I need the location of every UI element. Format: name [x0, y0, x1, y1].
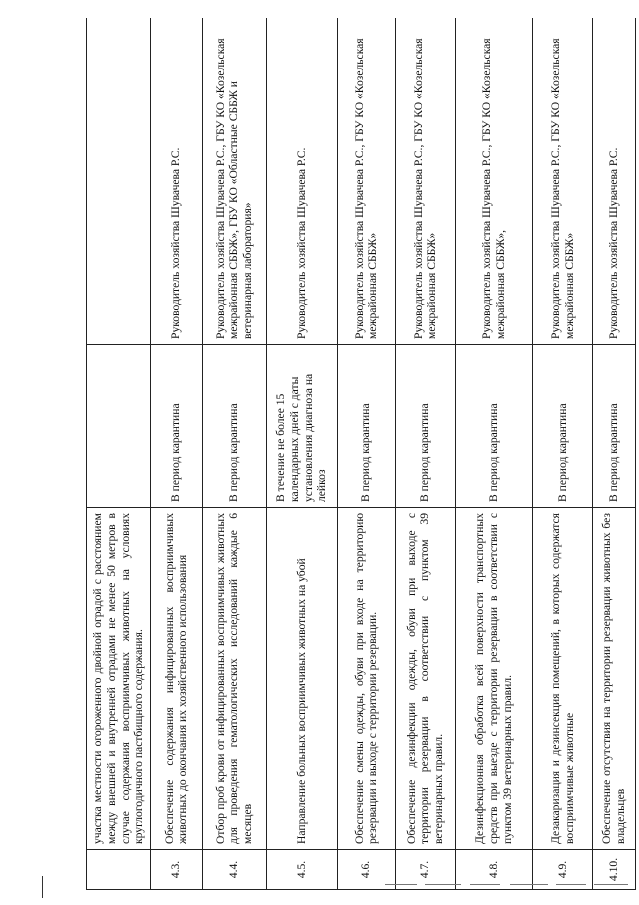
table-row: [593, 18, 636, 890]
row-responsible: Руководитель хозяйства Шувачева Р.С., ГБУ КО «Козельская межрайонная СББЖ»: [532, 18, 592, 345]
row-term: В течение не более 15 календарных дней с даты установления диагноза на лейкоз: [266, 345, 337, 508]
row-action: Обеспечение отсутствия на территории резервации животных без владельцев: [593, 508, 636, 850]
scan-dash: [510, 884, 548, 885]
row-action: Дезакаризация и дезинсекция помещений, в которых содержатся восприимчивые животные: [532, 508, 592, 850]
table-row: [337, 18, 395, 890]
rotated-table-container: [86, 18, 636, 890]
row-responsible: Руководитель хозяйства Шувачева Р.С.: [593, 18, 636, 345]
scan-dash: [425, 884, 461, 885]
row-term: В период карантина: [337, 345, 395, 508]
row-term: В период карантина: [202, 345, 266, 508]
scan-dash: [470, 884, 500, 885]
row-action: Обеспечение содержания инфицированных восприимчивых животных до окончания их хозяйственного использования: [151, 508, 203, 850]
row-responsible: Руководитель хозяйства Шувачева Р.С., ГБУ КО «Козельская межрайонная СББЖ»: [395, 18, 455, 345]
row-action: Отбор проб крови от инфицированных восприимчивых животных для проведения гематологических исследований каждые 6 месяцев: [202, 508, 266, 850]
rotated-table-viewport: [86, 18, 636, 890]
row-number: [87, 850, 151, 890]
row-term: [87, 345, 151, 508]
row-term: В период карантина: [455, 345, 532, 508]
row-action: участка местности огороженного двойной оградой с расстоянием между внешней и внутренней отрадами не менее 50 метров в случае содержания восприимчивых животных на условиях круглогодичного пастбищного содержания.: [87, 508, 151, 850]
scan-dash: [385, 884, 417, 885]
table-row: [395, 18, 455, 890]
row-responsible: Руководитель хозяйства Шувачева Р.С.: [151, 18, 203, 345]
margin-mark: [42, 876, 43, 898]
row-number: 4.9.: [532, 850, 592, 890]
row-responsible: [87, 18, 151, 345]
table-row: [202, 18, 266, 890]
scan-dash: [594, 884, 628, 885]
row-term: В период карантина: [532, 345, 592, 508]
row-responsible: Руководитель хозяйства Шувачева Р.С., ГБУ КО «Козельская межрайонная СББЖ»: [337, 18, 395, 345]
row-action: Обеспечение дезинфекции одежды, обуви при выходе с территории резервации в соответствии с пунктом 39 ветеринарных правил.: [395, 508, 455, 850]
row-number: 4.4.: [202, 850, 266, 890]
row-number: 4.5.: [266, 850, 337, 890]
table-row: [151, 18, 203, 890]
scan-dash: [556, 884, 586, 885]
row-responsible: Руководитель хозяйства Шувачева Р.С.: [266, 18, 337, 345]
row-term: В период карантина: [593, 345, 636, 508]
table-row: [455, 18, 532, 890]
table-row: [266, 18, 337, 890]
row-action: Дезинфекционная обработка всей поверхности транспортных средств при выезде с территории резервации в соответствии с пунктом 39 ветеринарных правил.: [455, 508, 532, 850]
row-number: 4.10.: [593, 850, 636, 890]
row-action: Обеспечение смены одежды, обуви при входе на территорию резервации и выходе с территории резервации.: [337, 508, 395, 850]
row-number: 4.6.: [337, 850, 395, 890]
row-action: Направление больных восприимчивых животных на убой: [266, 508, 337, 850]
row-number: 4.8.: [455, 850, 532, 890]
table-row: [87, 18, 151, 890]
table-row: [532, 18, 592, 890]
row-number: 4.7.: [395, 850, 455, 890]
row-responsible: Руководитель хозяйства Шувачева Р.С., ГБУ КО «Козельская межрайонная СББЖ», ГБУ КО «Областные СББЖ и ветеринарная лаборатория»: [202, 18, 266, 345]
row-number: 4.3.: [151, 850, 203, 890]
row-term: В период карантина: [151, 345, 203, 508]
row-term: В период карантина: [395, 345, 455, 508]
row-responsible: Руководитель хозяйства Шувачева Р.С., ГБУ КО «Козельская межрайонная СББЖ»,: [455, 18, 532, 345]
measures-table: [86, 18, 636, 890]
